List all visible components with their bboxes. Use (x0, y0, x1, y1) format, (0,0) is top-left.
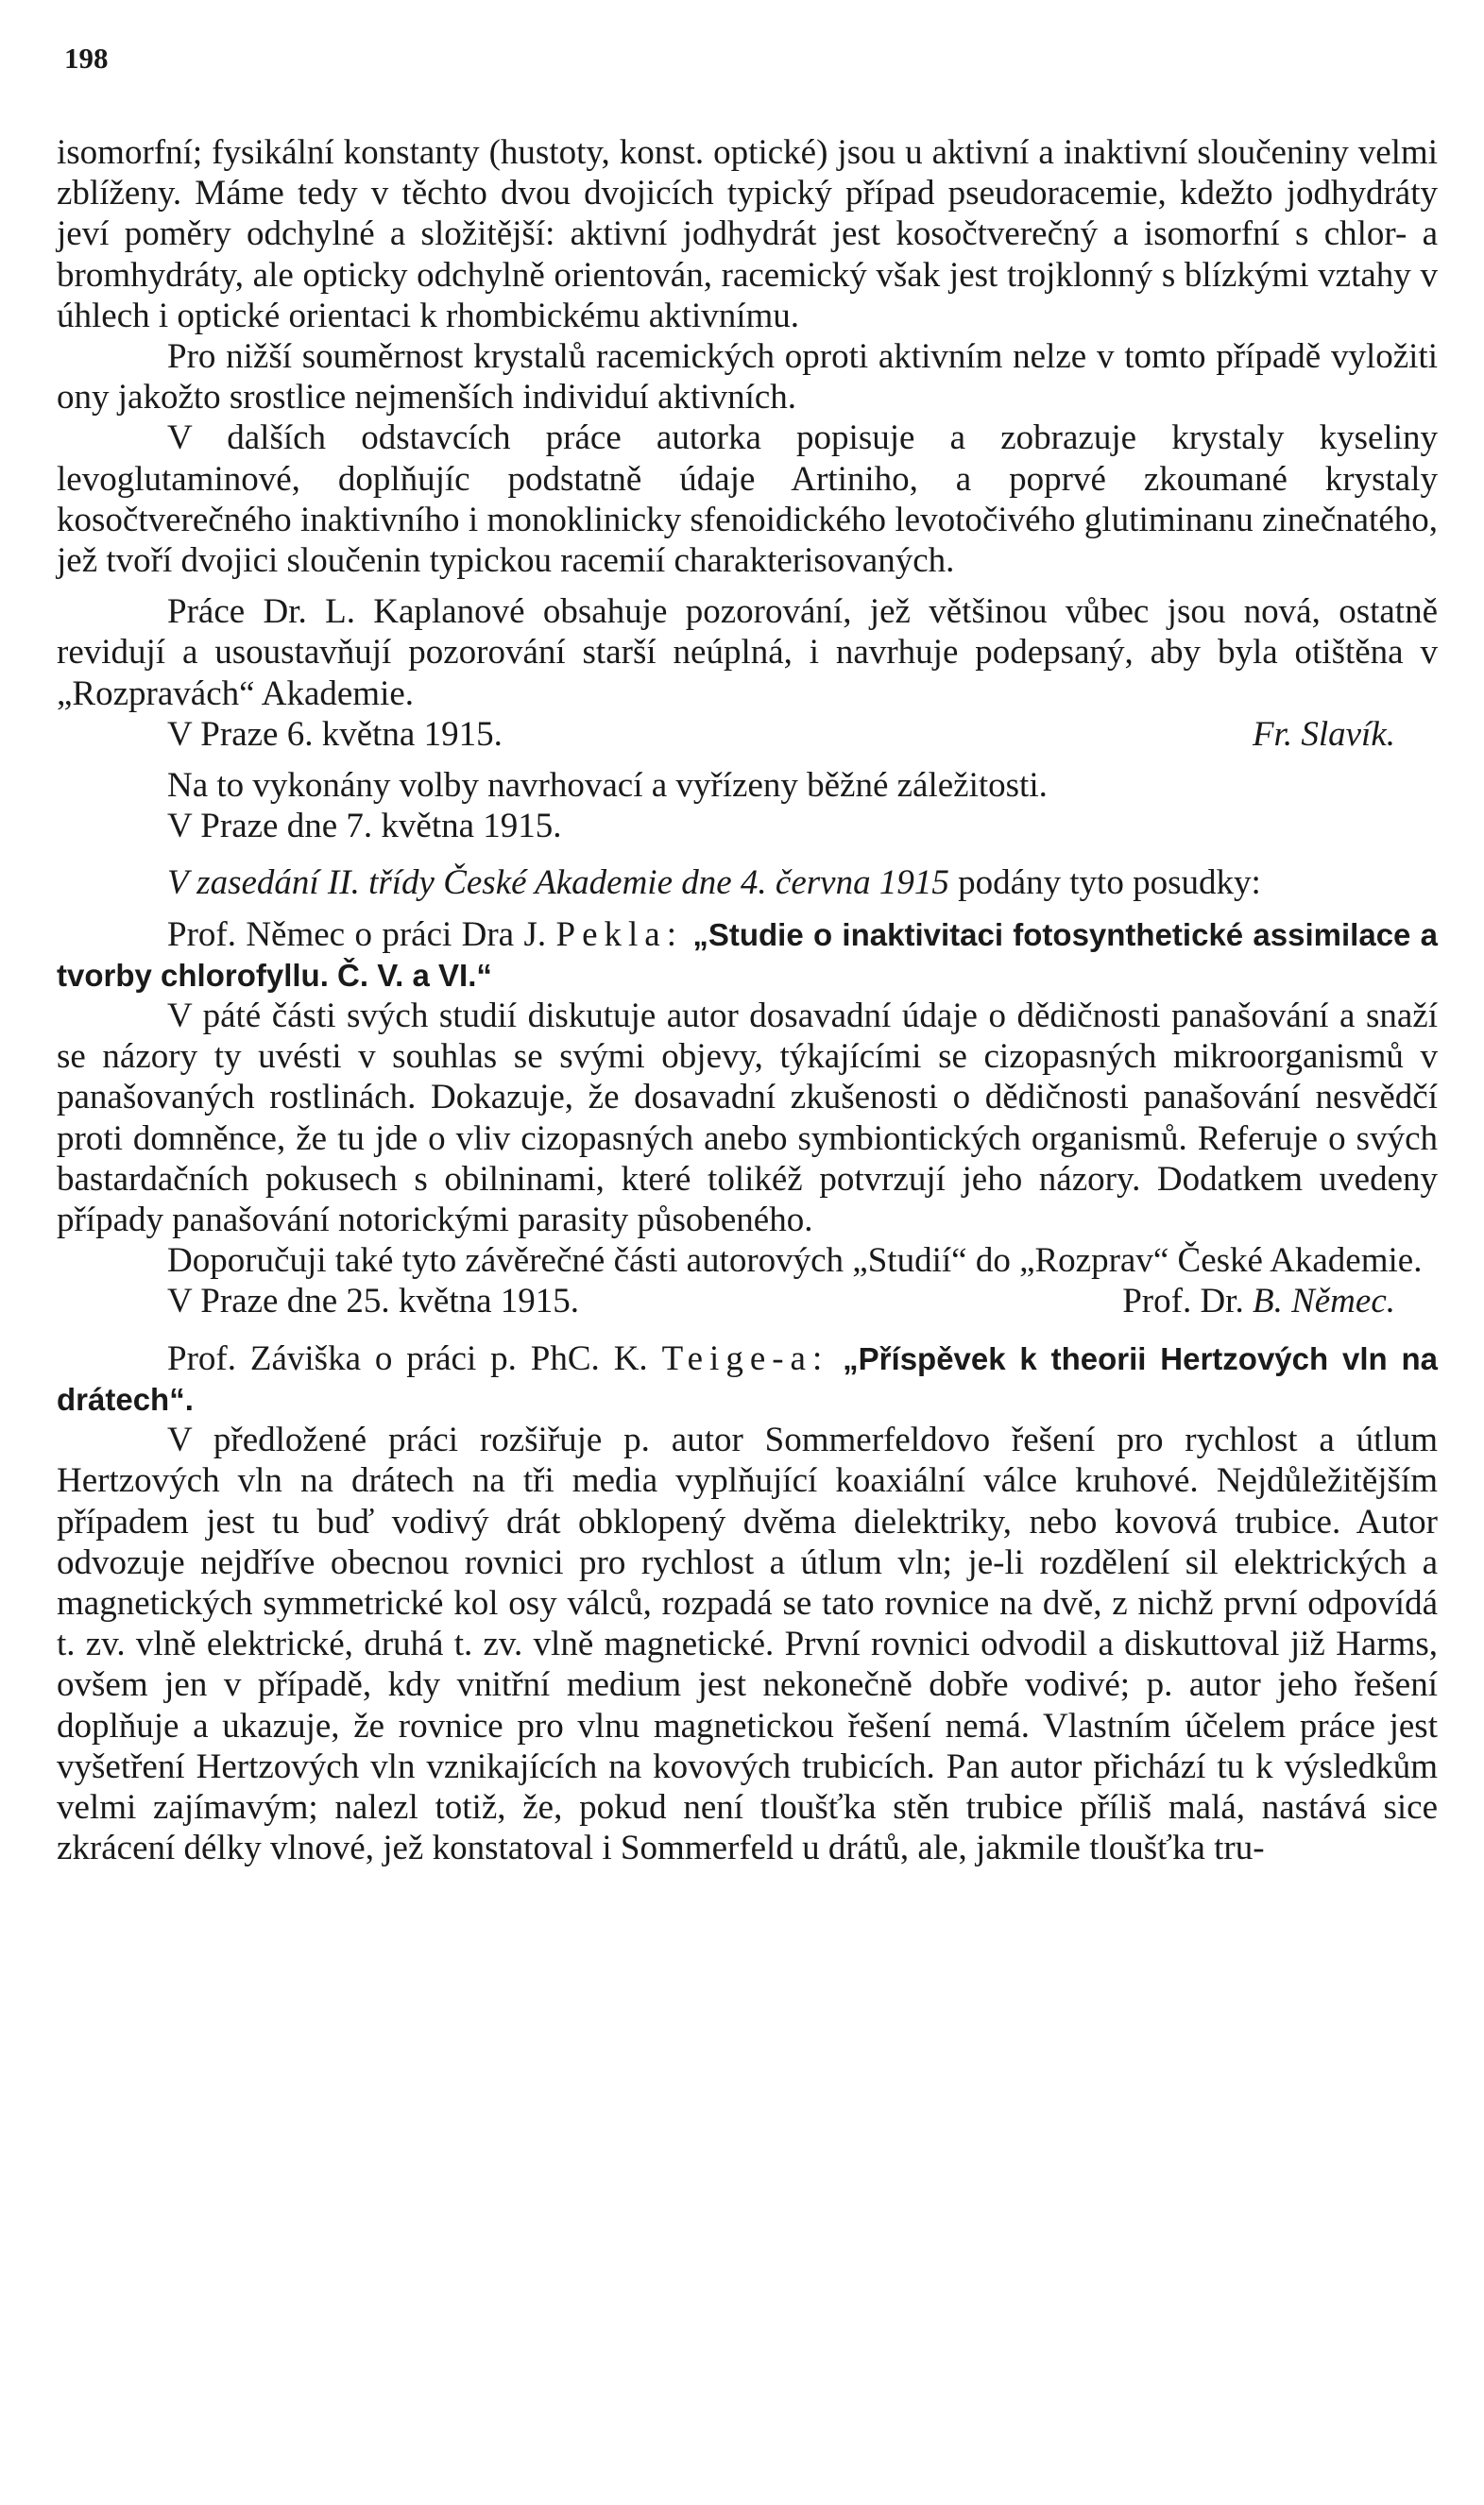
author-name: Teige-a: (661, 1338, 829, 1378)
date-line: V Praze 6. května 1915. (167, 714, 503, 754)
work-title: „Příspěvek k theorii Hertzových vln na drátech“. (57, 1340, 1438, 1417)
page-number: 198 (64, 42, 109, 75)
signature-name: B. Němec. (1252, 1282, 1395, 1321)
signature: Fr. Slavík. (1252, 714, 1395, 754)
signature-prefix: Prof. Dr. (1122, 1282, 1244, 1321)
paragraph: Práce Dr. L. Kaplanové obsahuje pozorování, jež většinou vůbec jsou nová, ostatně revidují a usoustavňují pozorování starší neúplná, i navrhuje podepsaný, aby byla otištěna v „Rozpravách“ Akademie. (57, 592, 1438, 713)
review-heading (57, 914, 1438, 996)
date-line: V Praze dne 25. května 1915. (167, 1282, 580, 1321)
review-intro: Prof. Záviška o práci p. PhC. K. (167, 1338, 648, 1378)
paragraph: isomorfní; fysikální konstanty (hustoty, konst. optické) jsou u aktivní a inaktivní sloučeniny velmi zblíženy. Máme tedy v těchto dvou dvojicích typický případ pseudoracemie, kdežto jodhydráty jeví poměry odchylné a složitější: aktivní jodhydrát jest kosočtverečný a isomorfní s chlor- a bromhydráty, ale opticky odchylně orientován, racemický však jest trojklonný s blízkými vztahy v úhlech i optické orientaci k rhombickému aktivnímu. (57, 133, 1438, 335)
body-text (57, 132, 1438, 1868)
signature-line (57, 1281, 1438, 1321)
paragraph: Pro nižší souměrnost krystalů racemických oproti aktivním nelze v tomto případě vyložiti ony jakožto srostlice nejmenších individuí aktivních. (57, 337, 1438, 418)
paragraph: V páté části svých studií diskutuje autor dosavadní údaje o dědičnosti panašování a snaží se názory ty uvésti v souhlas se svými objevy, týkajícími se cizopasných mikroorganismů v panašovaných rostlinách. Dokazuje, že dosavadní zkušenosti o dědičnosti panašování nesvědčí proti domněnce, že tu jde o vliv cizopasných anebo symbiontických organismů. Referuje o svých bastardačních pokusech s obilninami, které tolikéž potvrzují jeho názory. Dodatkem uvedeny případy panašování notorickými parasity působeného. (57, 997, 1438, 1240)
work-title: „Studie o inaktivitaci fotosynthetické assimilace a tvorby chlorofyllu. Č. V. a VI.“ (57, 916, 1439, 993)
date-line: V Praze dne 7. května 1915. (167, 807, 562, 846)
paragraph: V předložené práci rozšiřuje p. autor Sommerfeldovo řešení pro rychlost a útlum Hertzových vln na drátech na tři media vyplňující koaxiální válce kruhové. Nejdůležitějším případem jest tu buď vodivý drát obklopený dvěma dielektriky, nebo kovová trubice. Autor odvozuje nejdříve obecnou rovnici pro rychlost a útlum vln; je-li rozdělení sil elektrických a magnetických symmetrické kol osy válců, rozpadá se tato rovnice na dvě, z nichž první odpovídá t. zv. vlně elektrické, druhá t. zv. vlně magnetické. První rovnici odvodil a diskuttoval již Harms, ovšem jen v případě, kdy vnitřní medium jest nekonečně dobře vodivé; p. autor jeho řešení doplňuje a ukazuje, že rovnice pro vlnu magnetickou řešení nemá. Vlastním účelem práce jest vyšetření Hertzových vln vznikajících na kovových trubicích. Pan autor přichází tu k výsledkům velmi zajímavým; nalezl totiž, že, pokud není tloušťka stěn trubice příliš malá, nastává sice zkrácení délky vlnové, jež konstatoval i Sommerfeld u drátů, ale, jakmile tloušťka tru- (57, 1421, 1438, 1868)
paragraph: V dalších odstavcích práce autorka popisuje a zobrazuje krystaly kyseliny levoglutaminové, doplňujíc podstatně údaje Artiniho, a poprvé zkoumané krystaly kosočtverečného inaktivního i monoklinicky sfenoidického levotočivého glutiminanu zinečnatého, jež tvoří dvojici sloučenin typickou racemií charakterisovaných. (57, 418, 1438, 581)
signature (1122, 1281, 1438, 1321)
session-heading-italic: V zasedání II. třídy České Akademie dne 4. června 1915 (167, 863, 949, 903)
paragraph: Na to vykonány volby navrhovací a vyřízeny běžné záležitosti. (167, 766, 1048, 806)
review-heading (57, 1338, 1438, 1420)
review-intro: Prof. Němec o práci Dra J. (167, 914, 547, 954)
author-name: Pekla: (555, 914, 683, 954)
paragraph: Doporučuji také tyto závěrečné části autorových „Studií“ do „Rozprav“ České Akademie. (167, 1241, 1423, 1281)
signature-line (57, 714, 1438, 755)
session-heading (57, 862, 1438, 903)
session-heading-rest: podány tyto posudky: (958, 863, 1261, 903)
